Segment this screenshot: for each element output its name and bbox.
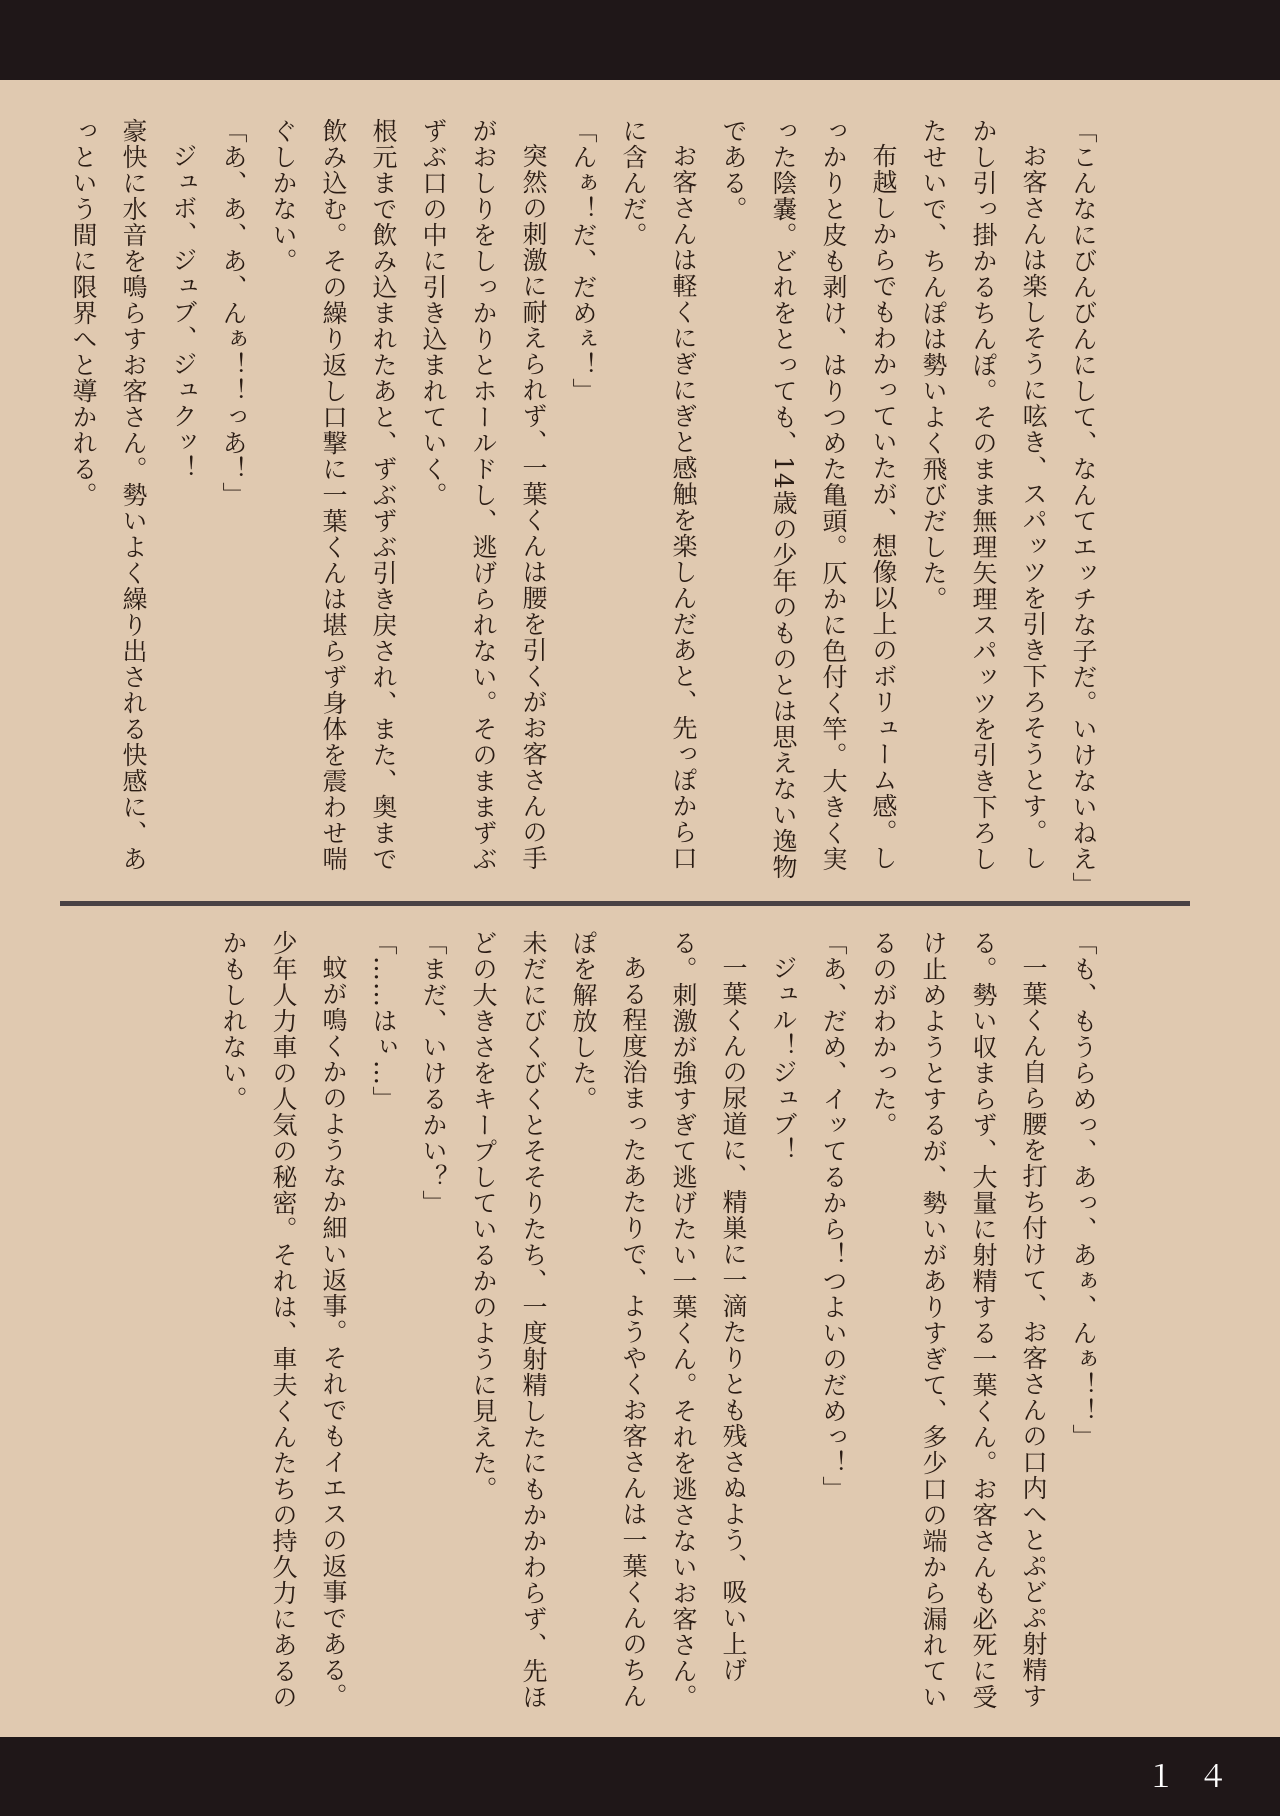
paragraph: 蚊が鳴くかのようなか細い返事。それでもイエスの返事である。 [319,955,348,1709]
paragraph: 「あ、あ、あ、んぁ！！っあ！」 [219,118,248,508]
paragraph: ある程度治まったあたりで、ようやくお客さんは一葉くんのちんぽを解放した。 [569,930,648,1709]
paragraph: 未だにびくびくとそそりたち、一度射精したにもかかわらず、先ほどの大きさをキープしているかのように見えた。 [469,930,548,1710]
paragraph: 豪快に水音を鳴らすお客さん。勢いよく繰り出される快感に、あっという間に限界へと導かれる。 [69,118,148,872]
paragraph: 一葉くんの尿道に、精巣に一滴たりとも残さぬよう、吸い上げる。刺激が強すぎて逃げたい一葉くん。それを逃さないお客さん。 [669,930,748,1710]
paragraph: 「まだ、いけるかい？」 [419,930,448,1216]
paragraph: 根元まで飲み込まれたあと、ずぶずぶ引き戻され、また、奥まで飲み込む。その繰り返し口撃に一葉くんは堪らず身体を震わせ喘ぐしかない。 [269,118,398,872]
paragraph: 「も、もうらめっ、あっ、あぁ、んぁ！！」 [1069,930,1098,1450]
top-text-block [69,118,1108,898]
paragraph: お客さんは軽くにぎにぎと感触を楽しんだあと、先っぽから口に含んだ。 [619,118,698,871]
paragraph: 「あ、だめ、イッてるから！つよいのだめっ！」 [819,930,848,1502]
page-number: １４ [1146,1760,1250,1795]
paragraph: 「こんなにびんびんにして、なんてエッチな子だ。いけないねえ」 [1069,118,1098,898]
top-band [0,0,1280,80]
bottom-text-block [150,930,1108,1720]
paragraph: 布越しからでもわかっていたが、想像以上のボリューム感。しっかりと皮も剥け、はりつめた亀頭。仄かに色付く竿。大きく実った陰嚢。どれをとっても、14歳の少年のものとは思えない逸物である。 [719,118,898,880]
paragraph: 一葉くん自ら腰を打ち付けて、お客さんの口内へとぷどぷ射精する。勢い収まらず、大量に射精する一葉くん。お客さんも必死に受け止めようとするが、勢いがありすぎて、多少口の端から漏れているのがわかった。 [869,930,1048,1710]
paragraph: 「んぁ！だ、だめぇ！」 [569,118,598,404]
paragraph: ジュボ、ジュブ、ジュクッ！ [169,143,198,481]
bottom-band [0,1737,1280,1816]
paragraph: 少年人力車の人気の秘密。それは、車夫くんたちの持久力にあるのかもしれない。 [219,930,298,1710]
paragraph: お客さんは楽しそうに呟き、スパッツを引き下ろそうとす。しかし引っ掛かるちんぽ。そのまま無理矢理スパッツを引き下ろしたせいで、ちんぽは勢いよく飛びだした。 [919,118,1048,872]
paragraph: ジュル！ジュブ！ [769,955,798,1163]
section-divider [60,901,1190,906]
paragraph: 突然の刺激に耐えられず、一葉くんは腰を引くがお客さんの手がおしりをしっかりとホールドし、逃げられない。そのままずぶずぶ口の中に引き込まれていく。 [419,118,548,872]
paragraph: 「……はぃ…」 [369,930,398,1112]
